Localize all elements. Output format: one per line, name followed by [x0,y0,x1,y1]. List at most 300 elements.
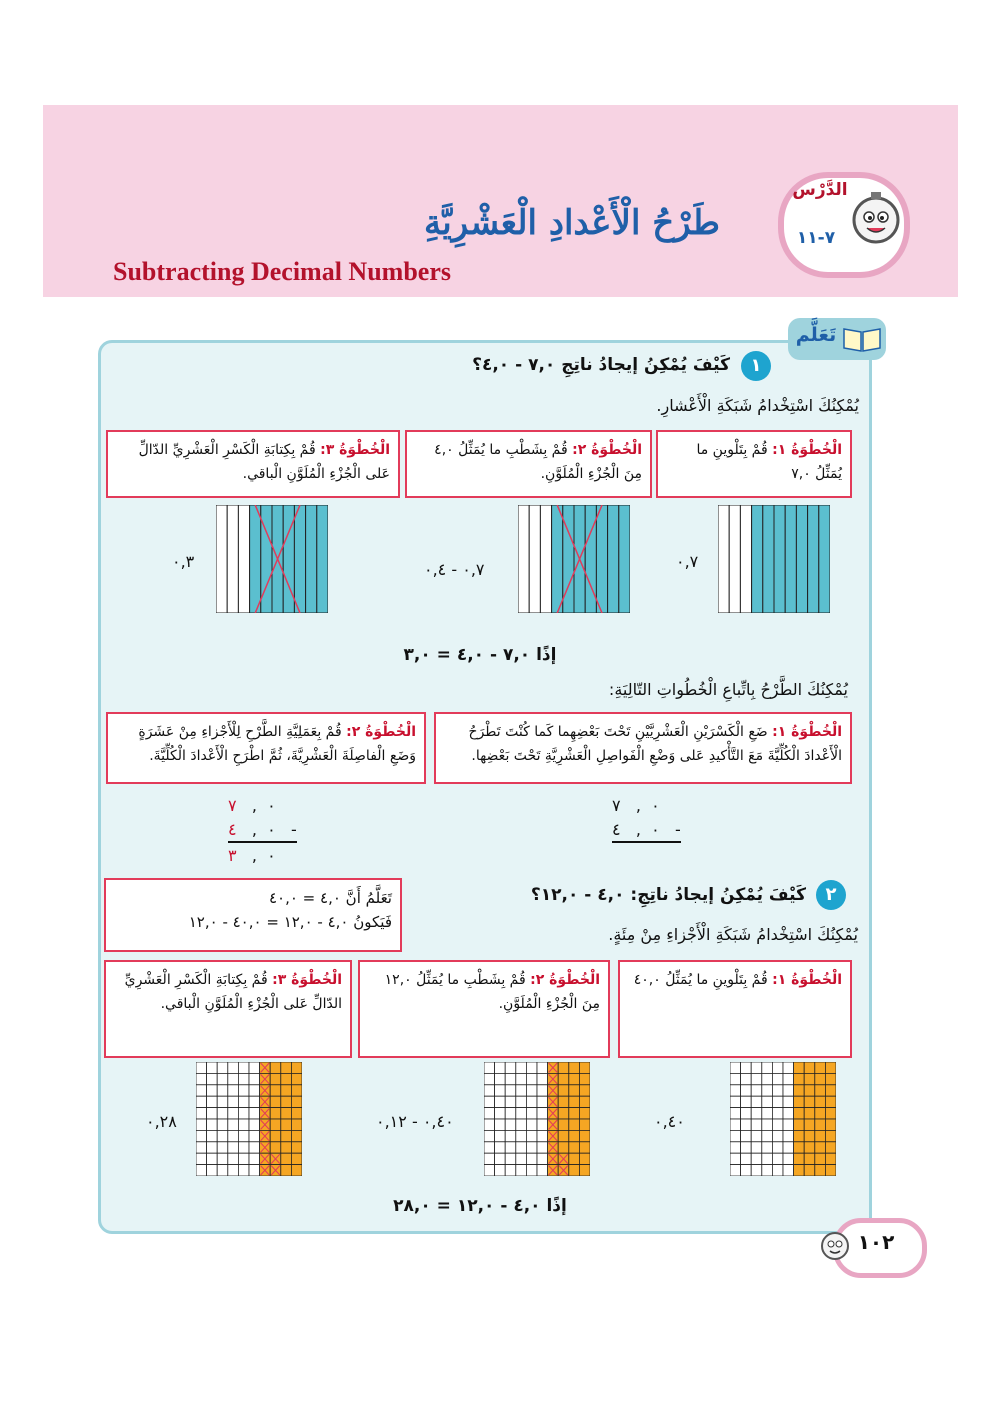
hundredths-cell [526,1062,537,1073]
hundredths-cell [741,1142,752,1153]
step-label: الْخُطْوَةُ ٢: [572,442,642,458]
hundredths-cell [270,1085,281,1096]
hundredths-cell [741,1165,752,1176]
hundredths-cell [558,1142,569,1153]
hundredths-cell [741,1153,752,1164]
hundredths-cell [537,1153,548,1164]
stopwatch-mascot-icon [848,190,904,246]
hundredths-cell [291,1119,302,1130]
hundredths-cell [228,1096,239,1107]
hundredths-cell [249,1119,260,1130]
hundredths-cell [772,1130,783,1141]
vertical-top-left: ٠ , ٧ [228,796,276,815]
hundredths-cell [249,1130,260,1141]
hundredths-cell [741,1119,752,1130]
hundredths-cell [772,1119,783,1130]
hundredths-cell [741,1085,752,1096]
stopwatch-small-icon [818,1228,852,1262]
hundredths-cell [484,1119,495,1130]
hundredths-cell [526,1130,537,1141]
hundredths-cell [196,1165,207,1176]
hundredths-cell [217,1119,228,1130]
hundredths-cell [281,1130,292,1141]
hundredths-cell [569,1142,580,1153]
hundredths-cell [794,1073,805,1084]
hundredths-cell [762,1142,773,1153]
hundredths-cell [516,1073,527,1084]
q1-tenths-grid-step-2 [518,505,630,613]
hundredths-cell [291,1085,302,1096]
tenths-strip [294,505,305,613]
hundredths-cell [249,1096,260,1107]
method-2-step-2-box [106,712,426,784]
hundredths-cell [238,1096,249,1107]
hundredths-cell [730,1119,741,1130]
hundredths-cell [516,1062,527,1073]
q1-step-2-box [405,430,652,498]
hundredths-cell [815,1096,826,1107]
hundredths-cell [238,1085,249,1096]
hundredths-cell [730,1108,741,1119]
q2-hundredths-grid-step-1 [730,1062,836,1176]
know-line-2: فَيَكونُ ٤,٠ - ١٢,٠ = ٤٠,٠ - ١٢,٠ [188,913,392,931]
hundredths-cell [196,1108,207,1119]
hundredths-cell [505,1142,516,1153]
hundredths-cell [217,1062,228,1073]
hundredths-cell [495,1130,506,1141]
hundredths-cell [762,1108,773,1119]
hundredths-cell [217,1165,228,1176]
hundredths-cell [558,1130,569,1141]
hundredths-cell [217,1096,228,1107]
hundredths-cell [772,1165,783,1176]
hundredths-cell [270,1096,281,1107]
hundredths-cell [238,1165,249,1176]
hundredths-cell [228,1062,239,1073]
q1-result: إذًا ٧,٠ - ٤,٠ = ٣,٠ [403,645,557,665]
hundredths-cell [772,1142,783,1153]
hundredths-cell [505,1085,516,1096]
hundredths-cell [815,1153,826,1164]
hundredths-cell [516,1119,527,1130]
hundredths-cell [579,1062,590,1073]
hundredths-cell [772,1108,783,1119]
hundredths-cell [794,1096,805,1107]
question-1-intro: يُمْكِنُكَ اسْتِخْدامُ شَبَكَةِ الْأَعْشارِ. [656,396,859,415]
tenths-strip [306,505,317,613]
hundredths-cell [772,1062,783,1073]
hundredths-cell [804,1130,815,1141]
step-text: ضَعِ الْكَسْرَيْنِ الْعَشْرِيَّيْنِ تَحْتَ بَعْضِهِما كَما كُنْتَ تَطْرَحُ الْأَعْدادَ الْكُلِّيَّةَ مَعَ التَّأْكيدِ عَلى وَضْعِ الْفَواصِلِ الْعَشْرِيَّةِ تَحْتَ بَعْضِها. [468,724,842,764]
hundredths-cell [270,1062,281,1073]
tenths-strip [529,505,540,613]
hundredths-cell [207,1153,218,1164]
q2-step-3-box [104,960,352,1058]
hundredths-cell [484,1130,495,1141]
hundredths-cell [207,1119,218,1130]
hundredths-cell [249,1085,260,1096]
hundredths-cell [281,1096,292,1107]
hundredths-cell [270,1108,281,1119]
hundredths-cell [794,1108,805,1119]
hundredths-cell [804,1073,815,1084]
hundredths-cell [804,1096,815,1107]
hundredths-cell [804,1119,815,1130]
q2-step-1-expr: ٠,٤٠ [654,1112,685,1131]
vertical-answer-left: ٠ , ٣ [228,846,276,865]
hundredths-cell [505,1130,516,1141]
hundredths-cell [783,1119,794,1130]
q2-step-3-expr: ٠,٢٨ [146,1112,177,1131]
hundredths-cell [741,1062,752,1073]
hundredths-cell [196,1085,207,1096]
hundredths-cell [569,1108,580,1119]
hundredths-cell [730,1085,741,1096]
tenths-strip [540,505,551,613]
vertical-bottom-right: ٠ , ٤ - [612,820,681,843]
hundredths-cell [751,1085,762,1096]
hundredths-cell [495,1085,506,1096]
step-label: الْخُطْوَةُ ٢: [530,972,600,988]
hundredths-cell [217,1142,228,1153]
hundredths-cell [484,1073,495,1084]
tenths-strip [796,505,807,613]
hundredths-cell [751,1096,762,1107]
hundredths-cell [505,1073,516,1084]
hundredths-cell [579,1085,590,1096]
hundredths-cell [794,1130,805,1141]
hundredths-cell [516,1153,527,1164]
hundredths-cell [228,1073,239,1084]
q2-step-2-expr: ٠,٤٠ - ٠,١٢ [376,1112,454,1131]
hundredths-cell [751,1142,762,1153]
hundredths-cell [291,1062,302,1073]
hundredths-cell [569,1062,580,1073]
hundredths-cell [783,1062,794,1073]
tenths-strip [552,505,563,613]
hundredths-cell [569,1130,580,1141]
hundredths-cell [537,1130,548,1141]
q1-step-2-expr: ٠,٧ - ٠,٤ [424,560,485,579]
hundredths-cell [762,1062,773,1073]
step-text: قُمْ بِعَمَلِيَّةِ الطَّرْحِ لِلْأَجْزاءِ مِنْ عَشَرَةٍ وَضَعِ الْفاصِلَةَ الْعَشْرِيَّةَ، ثُمَّ اطْرَحِ الْأَعْدادَ الْكُلِّيَّةَ. [138,724,416,764]
hundredths-cell [238,1073,249,1084]
hundredths-cell [526,1142,537,1153]
hundredths-cell [196,1119,207,1130]
hundredths-cell [291,1096,302,1107]
lesson-title: طَرْحُ الْأَعْدادِ الْعَشْرِيَّةِ [424,203,720,243]
hundredths-cell [217,1130,228,1141]
tenths-strip [808,505,819,613]
q2-hundredths-grid-step-2 [484,1062,590,1176]
hundredths-cell [825,1062,836,1073]
hundredths-cell [196,1153,207,1164]
hundredths-cell [579,1153,590,1164]
hundredths-cell [741,1130,752,1141]
step-text: قُمْ بِكِتابَةِ الْكَسْرِ الْعَشْرِيِّ الدّالِّ عَلى الْجُزْءِ الْمُلَوَّنِ الْباقي. [138,442,390,482]
question-1-text: كَيْفَ يُمْكِنُ إيجادُ ناتِجِ ٧,٠ - ٤,٠؟ [472,355,730,375]
hundredths-cell [762,1119,773,1130]
hundredths-cell [196,1062,207,1073]
hundredths-cell [569,1153,580,1164]
question-1-number: ١ [741,351,771,381]
hundredths-cell [815,1085,826,1096]
hundredths-cell [238,1108,249,1119]
hundredths-cell [815,1073,826,1084]
hundredths-cell [825,1096,836,1107]
hundredths-cell [516,1165,527,1176]
q1-step-1-expr: ٠,٧ [676,552,699,571]
method-2-step-1-box [434,712,852,784]
hundredths-cell [207,1142,218,1153]
hundredths-cell [762,1085,773,1096]
hundredths-cell [825,1108,836,1119]
hundredths-cell [558,1085,569,1096]
hundredths-cell [207,1073,218,1084]
hundredths-cell [783,1142,794,1153]
hundredths-cell [730,1062,741,1073]
hundredths-cell [579,1073,590,1084]
hundredths-cell [217,1153,228,1164]
hundredths-cell [579,1142,590,1153]
hundredths-cell [228,1108,239,1119]
tenths-strip [763,505,774,613]
hundredths-cell [505,1096,516,1107]
hundredths-cell [579,1130,590,1141]
tenths-strip [216,505,227,613]
hundredths-cell [484,1096,495,1107]
hundredths-cell [249,1108,260,1119]
hundredths-cell [270,1142,281,1153]
hundredths-cell [569,1073,580,1084]
hundredths-cell [495,1142,506,1153]
vertical-bottom-left: ٠ , ٤ - [228,820,297,843]
hundredths-cell [217,1073,228,1084]
q2-hundredths-grid-step-3 [196,1062,302,1176]
step-text: قُمْ بِشَطْبِ ما يُمَثِّلُ ١٢,٠ مِنَ الْجُزْءِ الْمُلَوَّنِ. [384,972,600,1012]
book-icon [842,323,882,353]
hundredths-cell [249,1153,260,1164]
hundredths-cell [772,1096,783,1107]
hundredths-cell [558,1108,569,1119]
hundredths-cell [783,1130,794,1141]
know-box [104,878,402,952]
question-2-number: ٢ [816,880,846,910]
hundredths-cell [537,1062,548,1073]
hundredths-cell [207,1062,218,1073]
english-title: Subtracting Decimal Numbers [113,257,451,286]
hundredths-cell [484,1085,495,1096]
hundredths-cell [228,1165,239,1176]
hundredths-cell [783,1108,794,1119]
hundredths-cell [291,1130,302,1141]
hundredths-cell [196,1096,207,1107]
hundredths-cell [825,1153,836,1164]
hundredths-cell [741,1108,752,1119]
hundredths-cell [238,1153,249,1164]
step-label: الْخُطْوَةُ ٣: [272,972,342,988]
hundredths-cell [526,1096,537,1107]
hundredths-cell [516,1108,527,1119]
hundredths-cell [505,1062,516,1073]
hundredths-cell [825,1085,836,1096]
hundredths-cell [207,1165,218,1176]
hundredths-cell [558,1062,569,1073]
hundredths-cell [484,1153,495,1164]
hundredths-cell [815,1119,826,1130]
hundredths-cell [751,1130,762,1141]
hundredths-cell [238,1119,249,1130]
hundredths-cell [281,1062,292,1073]
hundredths-cell [270,1130,281,1141]
hundredths-cell [484,1062,495,1073]
hundredths-cell [537,1085,548,1096]
hundredths-cell [228,1119,239,1130]
hundredths-cell [505,1165,516,1176]
hundredths-cell [291,1108,302,1119]
hundredths-cell [526,1108,537,1119]
hundredths-cell [484,1142,495,1153]
hundredths-cell [825,1165,836,1176]
hundredths-cell [526,1119,537,1130]
hundredths-cell [537,1165,548,1176]
vertical-top-right: ٠ , ٧ [612,796,660,815]
tenths-strip [518,505,529,613]
q1-tenths-grid-step-3 [216,505,328,613]
q2-step-1-box [618,960,852,1058]
hundredths-cell [825,1142,836,1153]
hundredths-cell [495,1096,506,1107]
hundredths-cell [751,1108,762,1119]
hundredths-cell [537,1073,548,1084]
step-label: الْخُطْوَةُ ٢: [346,724,416,740]
hundredths-cell [228,1085,239,1096]
hundredths-cell [537,1142,548,1153]
step-label: الْخُطْوَةُ ١: [772,442,842,458]
hundredths-cell [772,1073,783,1084]
hundredths-cell [526,1153,537,1164]
hundredths-cell [196,1130,207,1141]
hundredths-cell [495,1165,506,1176]
hundredths-cell [825,1130,836,1141]
hundredths-cell [270,1073,281,1084]
hundredths-cell [238,1142,249,1153]
hundredths-cell [495,1073,506,1084]
hundredths-cell [794,1165,805,1176]
tenths-strip [774,505,785,613]
hundredths-cell [291,1073,302,1084]
hundredths-cell [484,1165,495,1176]
q2-step-2-box [358,960,610,1058]
hundredths-cell [730,1165,741,1176]
q1-step-3-expr: ٠,٣ [172,552,195,571]
hundredths-cell [569,1085,580,1096]
hundredths-cell [249,1142,260,1153]
hundredths-cell [772,1153,783,1164]
tenths-strip [729,505,740,613]
step-text: قُمْ بِتَلْوينِ ما يُمَثِّلُ ٧,٠ [696,442,842,482]
hundredths-cell [270,1119,281,1130]
hundredths-cell [569,1119,580,1130]
hundredths-cell [505,1153,516,1164]
hundredths-cell [762,1165,773,1176]
hundredths-cell [804,1153,815,1164]
tenths-strip [596,505,607,613]
hundredths-cell [291,1153,302,1164]
hundredths-cell [772,1085,783,1096]
hundredths-cell [207,1130,218,1141]
hundredths-cell [505,1108,516,1119]
step-text: قُمْ بِتَلْوينِ ما يُمَثِّلُ ٤٠,٠ [633,972,768,988]
hundredths-cell [741,1096,752,1107]
hundredths-cell [783,1096,794,1107]
hundredths-cell [815,1130,826,1141]
q1-step-1-box [656,430,852,498]
hundredths-cell [579,1119,590,1130]
hundredths-cell [537,1119,548,1130]
hundredths-cell [196,1073,207,1084]
hundredths-cell [281,1119,292,1130]
hundredths-cell [207,1108,218,1119]
hundredths-cell [804,1142,815,1153]
hundredths-cell [291,1142,302,1153]
tenths-strip [752,505,763,613]
hundredths-cell [730,1142,741,1153]
hundredths-cell [825,1119,836,1130]
hundredths-cell [804,1062,815,1073]
tenths-strip [619,505,630,613]
hundredths-cell [783,1085,794,1096]
lesson-word: الدَّرْس [792,180,848,200]
hundredths-cell [794,1119,805,1130]
hundredths-cell [579,1096,590,1107]
hundredths-cell [228,1130,239,1141]
q2-result: إذًا ٤,٠ - ١٢,٠ = ٢٨,٠ [393,1196,567,1216]
hundredths-cell [730,1130,741,1141]
hundredths-cell [228,1153,239,1164]
hundredths-cell [281,1073,292,1084]
hundredths-cell [751,1165,762,1176]
know-line-1: تَعَلَّمُ أَنَّ ٤,٠ = ٤٠,٠ [268,889,392,907]
hundredths-cell [516,1130,527,1141]
hundredths-cell [579,1165,590,1176]
hundredths-cell [783,1165,794,1176]
hundredths-cell [794,1142,805,1153]
hundredths-cell [207,1085,218,1096]
hundredths-cell [281,1142,292,1153]
hundredths-cell [495,1119,506,1130]
hundredths-cell [804,1165,815,1176]
hundredths-cell [804,1085,815,1096]
hundredths-cell [484,1108,495,1119]
hundredths-cell [495,1153,506,1164]
hundredths-cell [495,1108,506,1119]
hundredths-cell [495,1062,506,1073]
tenths-strip [608,505,619,613]
hundredths-cell [783,1153,794,1164]
tenths-strip [317,505,328,613]
hundredths-cell [751,1073,762,1084]
hundredths-cell [579,1108,590,1119]
method-2-intro: يُمْكِنُكَ الطَّرْحُ بِاتِّباعِ الْخُطُواتِ التّالِيَةِ: [608,680,848,699]
hundredths-cell [569,1096,580,1107]
tenths-strip [238,505,249,613]
hundredths-cell [281,1165,292,1176]
hundredths-cell [526,1073,537,1084]
hundredths-cell [794,1085,805,1096]
hundredths-cell [516,1142,527,1153]
hundredths-cell [815,1062,826,1073]
